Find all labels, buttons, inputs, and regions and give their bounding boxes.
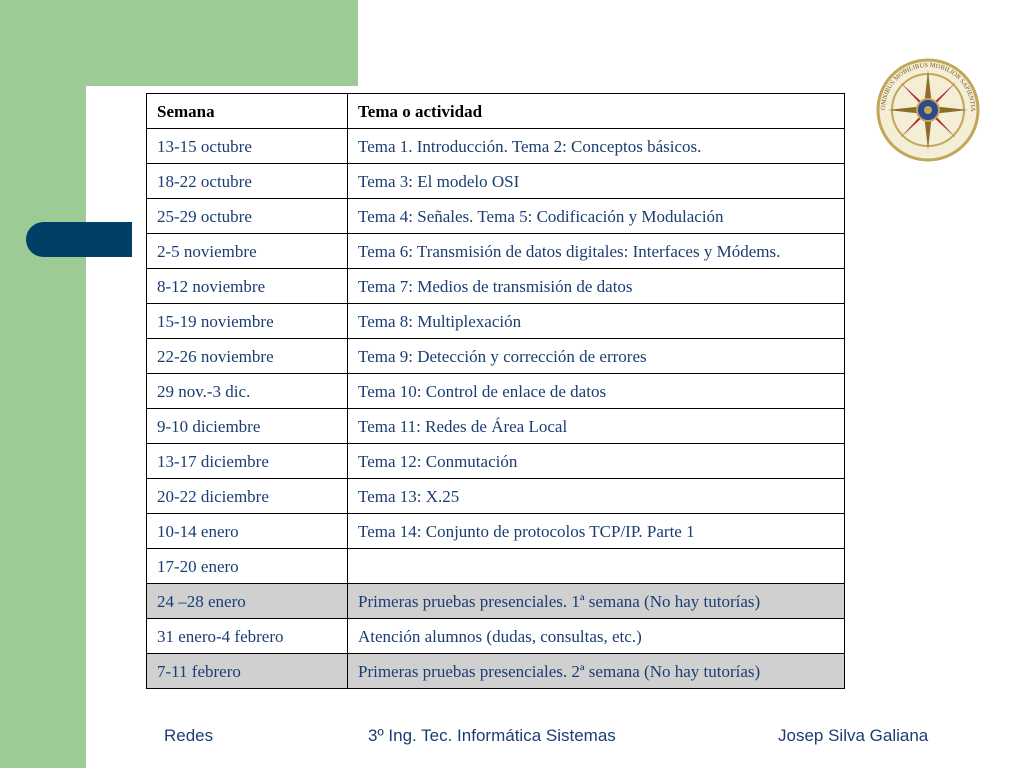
table-row [147,619,845,654]
topic-cell: Tema 4: Señales. Tema 5: Codificación y Modulación [348,199,845,234]
column-header-week: Semana [147,94,348,129]
table-row [147,374,845,409]
week-cell: 8-12 noviembre [147,269,348,304]
topic-cell: Tema 1. Introducción. Tema 2: Conceptos básicos. [348,129,845,164]
topic-cell: Tema 11: Redes de Área Local [348,409,845,444]
topic-cell: Tema 7: Medios de transmisión de datos [348,269,845,304]
table-row [147,129,845,164]
footer-author: Josep Silva Galiana [778,726,929,745]
week-cell: 25-29 octubre [147,199,348,234]
week-cell: 10-14 enero [147,514,348,549]
week-cell: 29 nov.-3 dic. [147,374,348,409]
week-cell: 31 enero-4 febrero [147,619,348,654]
topic-cell: Tema 9: Detección y corrección de errores [348,339,845,374]
table-row [147,269,845,304]
topic-cell: Tema 10: Control de enlace de datos [348,374,845,409]
schedule-table [146,93,845,689]
table-row [147,584,845,619]
topic-cell: Tema 3: El modelo OSI [348,164,845,199]
column-header-topic: Tema o actividad [348,94,845,129]
topic-cell: Tema 8: Multiplexación [348,304,845,339]
week-cell: 22-26 noviembre [147,339,348,374]
topic-cell: Tema 13: X.25 [348,479,845,514]
table-body [147,129,845,689]
table-row [147,549,845,584]
table-row [147,479,845,514]
table-row [147,234,845,269]
university-seal-icon [874,56,982,164]
topic-cell: Atención alumnos (dudas, consultas, etc.) [348,619,845,654]
blue-accent-tab [26,222,132,257]
table-row [147,164,845,199]
topic-cell: Tema 6: Transmisión de datos digitales: Interfaces y Módems. [348,234,845,269]
week-cell: 17-20 enero [147,549,348,584]
seal-ring-text: OMNIBUS MOBILIBUS MOBILIOR SAPIENTIA [879,61,977,112]
table-row [147,444,845,479]
table-row [147,654,845,689]
green-sidebar-strip [0,0,86,768]
week-cell: 9-10 diciembre [147,409,348,444]
table-row [147,514,845,549]
footer-subject: Redes [164,726,214,745]
topic-cell [348,549,845,584]
table-row [147,339,845,374]
footer-degree: 3º Ing. Tec. Informática Sistemas [368,726,616,745]
topic-cell: Tema 12: Conmutación [348,444,845,479]
week-cell: 24 –28 enero [147,584,348,619]
week-cell: 2-5 noviembre [147,234,348,269]
week-cell: 18-22 octubre [147,164,348,199]
table-header-row [147,94,845,129]
table-row [147,409,845,444]
week-cell: 20-22 diciembre [147,479,348,514]
week-cell: 13-15 octubre [147,129,348,164]
topic-cell: Primeras pruebas presenciales. 1ª semana (No hay tutorías) [348,584,845,619]
topic-cell: Primeras pruebas presenciales. 2ª semana (No hay tutorías) [348,654,845,689]
table-row [147,199,845,234]
week-cell: 7-11 febrero [147,654,348,689]
week-cell: 15-19 noviembre [147,304,348,339]
topic-cell: Tema 14: Conjunto de protocolos TCP/IP. Parte 1 [348,514,845,549]
table-row [147,304,845,339]
green-header-block [0,0,358,86]
week-cell: 13-17 diciembre [147,444,348,479]
